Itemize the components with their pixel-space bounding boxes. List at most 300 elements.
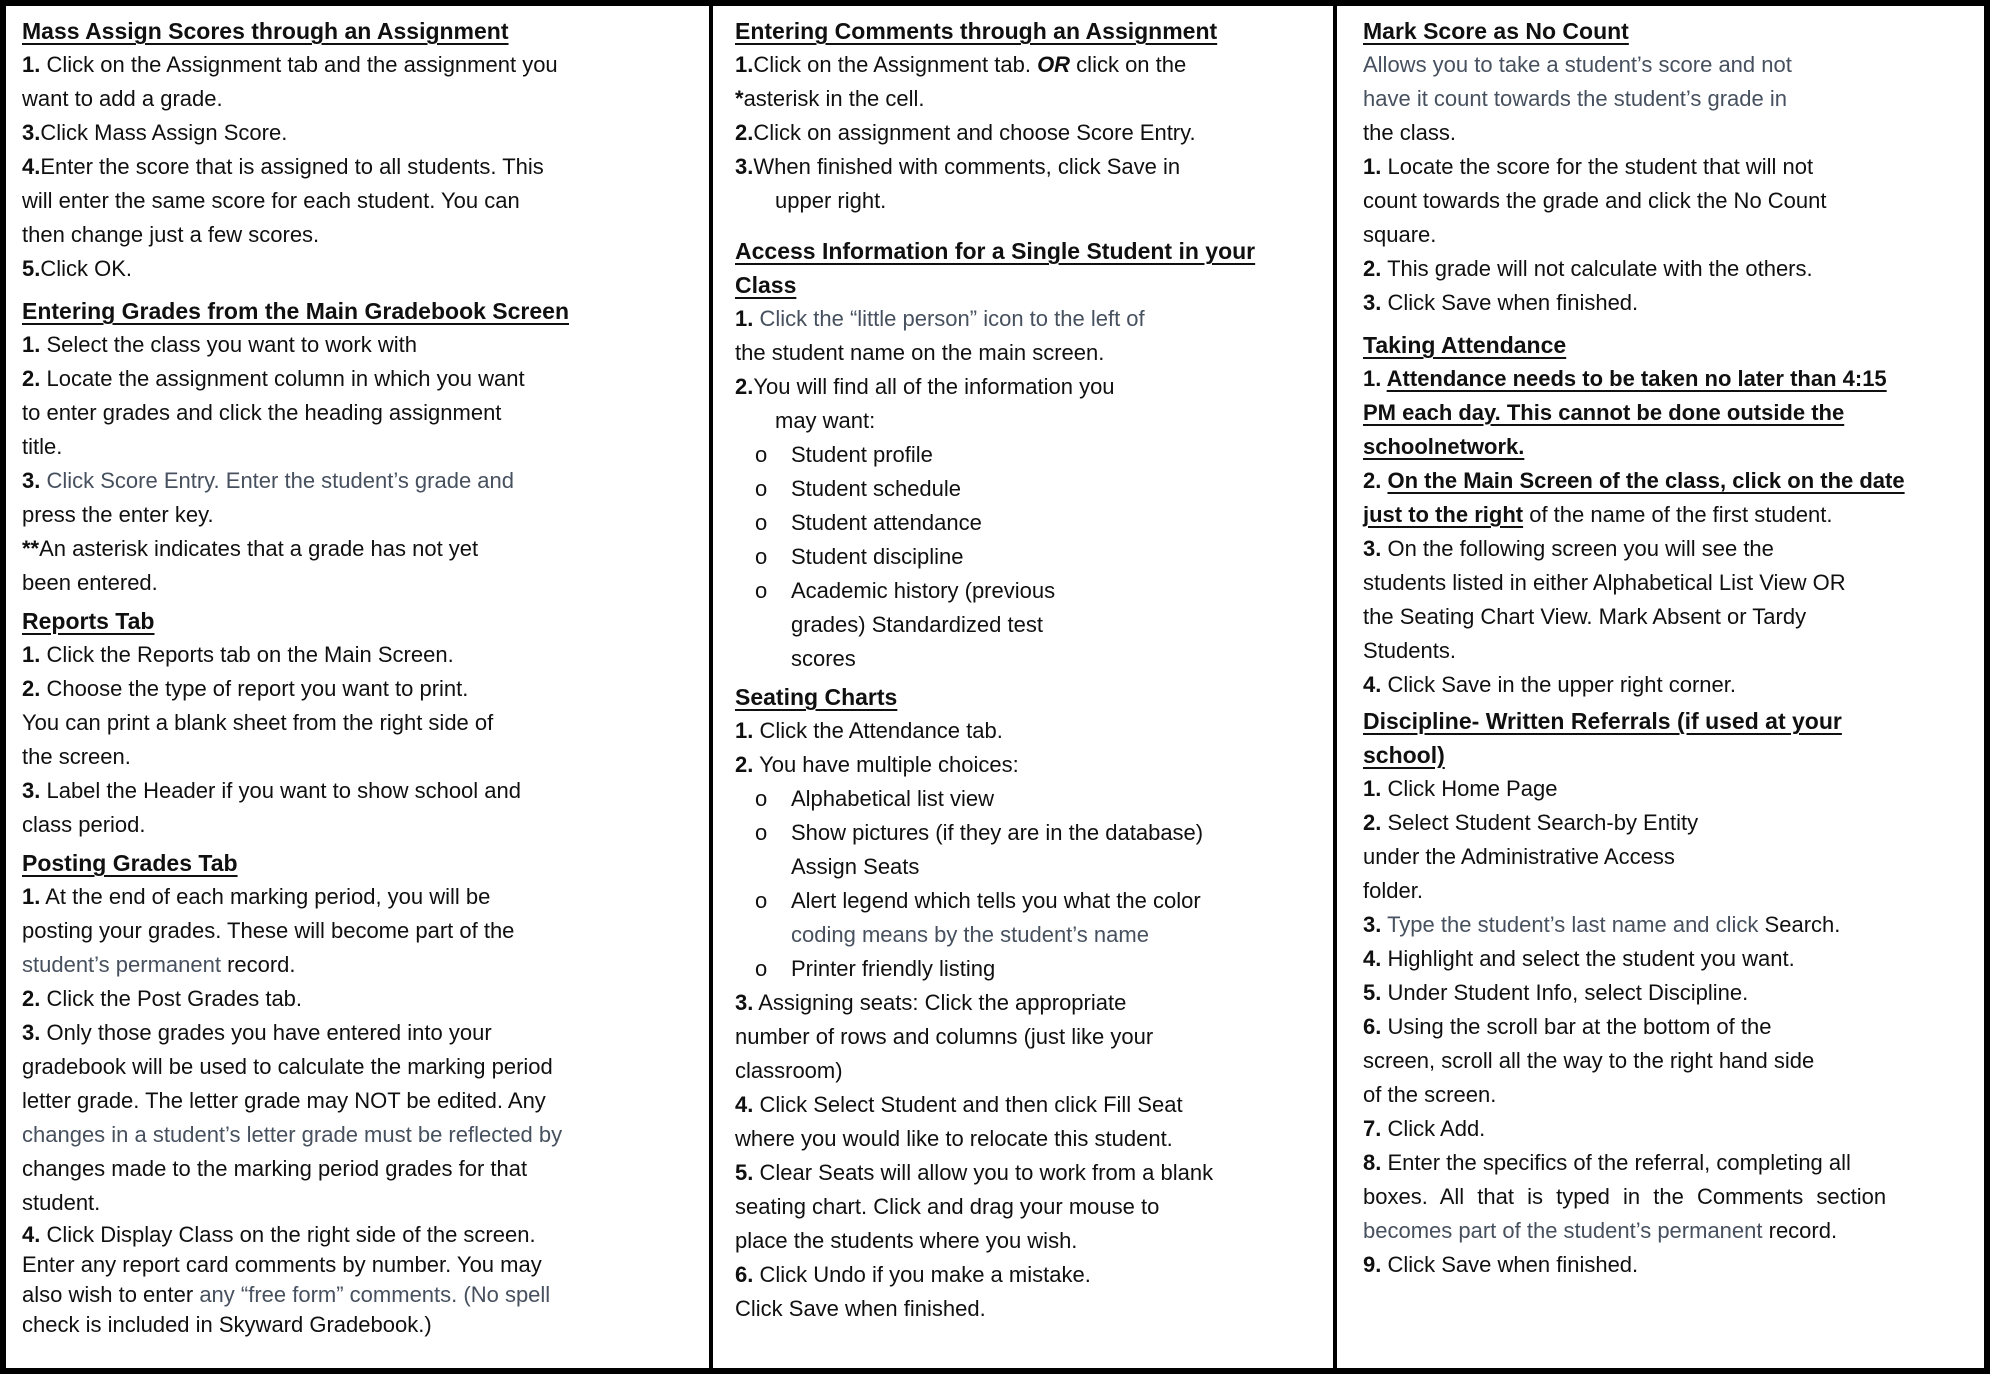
section-heading [1363,738,1974,772]
text-segment: will enter the same score for each student. You can [22,188,520,213]
step-line [22,948,699,982]
step-line [735,370,1323,404]
section-heading [22,294,699,328]
step-line [22,706,699,740]
step-line [22,116,699,150]
step-line [1363,116,1974,150]
text-segment: Label the Header if you want to show school and [40,778,521,803]
step-line [1363,874,1974,908]
text-segment: 1. [735,306,754,331]
section-heading [735,14,1323,48]
step-line [735,1292,1323,1326]
section-heading [1363,14,1974,48]
step-line [735,302,1323,336]
bullet-text [791,782,994,816]
text-segment: gradebook will be used to calculate the marking period [22,1054,553,1079]
step-line [735,150,1323,184]
text-segment: of the name of the first student. [1523,502,1833,527]
bullet-item [735,816,1323,850]
text-segment: may want: [775,408,876,433]
text-segment: 1. [735,52,754,77]
text-segment: press the enter key. [22,502,214,527]
step-line [22,1016,699,1050]
step-line [735,1088,1323,1122]
step-line [22,1118,699,1152]
text-segment: Clear Seats will allow you to work from a blank [753,1160,1214,1185]
step-line [735,1122,1323,1156]
step-line [1363,976,1974,1010]
step-line [22,218,699,252]
text-segment: upper right. [775,188,887,213]
text-segment: also wish to enter [22,1282,200,1307]
text-segment: square. [1363,222,1437,247]
text-segment: 2. [1363,256,1382,281]
text-segment: just to the right [1363,502,1524,527]
text-segment: 1. [1363,154,1382,179]
step-line [1363,840,1974,874]
text-segment: Attendance needs to be taken no later than 4:15 [1386,366,1887,391]
text-segment: 7. [1363,1116,1382,1141]
text-segment: Click the “little person” icon to the left of [753,306,1145,331]
text-segment: Click on the Assignment tab and the assignment you [40,52,558,77]
text-segment: 9. [1363,1252,1382,1277]
text-segment: Click Save when finished. [1381,290,1639,315]
section [1363,328,1974,702]
text-segment: Click on the Assignment tab. [753,52,1038,77]
step-line [1363,286,1974,320]
bullet-item [735,506,1323,540]
bullet-item [735,782,1323,816]
text-segment: click on the [1070,52,1187,77]
text-segment: Class [735,272,797,298]
bullet-text [791,540,963,574]
text-segment: Click Save in the upper right corner. [1381,672,1736,697]
step-line [1363,1146,1974,1180]
text-segment: Mark Score as No Count [1363,18,1629,44]
step-line [22,252,699,286]
text-segment: 3. [1363,290,1382,315]
step-line [22,82,699,116]
text-segment: 2. [1363,810,1382,835]
text-segment: Only those grades you have entered into your [40,1020,492,1045]
step-line [22,498,699,532]
text-segment: changes in a student’s letter grade must be reflected by [22,1122,563,1147]
bullet-text [791,952,995,986]
text-segment: 3. [22,468,41,493]
text-segment: coding means by the student’s name [791,922,1149,947]
step-line [22,880,699,914]
text-segment: You have multiple choices: [753,752,1019,777]
text-segment: record. [227,952,296,977]
text-segment: 2. [735,120,754,145]
text-segment: Printer friendly listing [791,956,996,981]
text-segment: the student name on the main screen. [735,340,1105,365]
text-segment: 5. [735,1160,754,1185]
text-segment: Enter any report card comments by number. You may [22,1252,542,1277]
text-segment: 4. [1363,946,1382,971]
text-segment: the class. [1363,120,1456,145]
section-heading [1363,704,1974,738]
bullet-text [791,816,1203,850]
step-line [22,808,699,842]
section [1363,14,1974,320]
text-segment: Alert legend which tells you what the color [791,888,1201,913]
step-line [22,396,699,430]
text-segment: Click the Post Grades tab. [40,986,303,1011]
bullet-marker: o [755,956,768,981]
text-segment: Click Display Class on the right side of the screen. [40,1222,536,1247]
text-segment: Enter the score that is assigned to all students. This [40,154,544,179]
text-segment: Assigning seats: Click the appropriate [753,990,1127,1015]
text-segment: the Seating Chart View. Mark Absent or Tardy [1363,604,1807,629]
text-segment: This grade will not calculate with the others. [1381,256,1813,281]
text-segment: Taking Attendance [1363,332,1567,358]
text-segment: under the Administrative Access [1363,844,1675,869]
step-line [1363,634,1974,668]
step-line [1363,1010,1974,1044]
text-segment: Student attendance [791,510,982,535]
section-heading [1363,328,1974,362]
text-segment: Under Student Info, select Discipline. [1381,980,1749,1005]
text-segment: You can print a blank sheet from the right side of [22,710,494,735]
text-segment: folder. [1363,878,1423,903]
text-segment: Choose the type of report you want to print. [40,676,469,701]
step-line [1363,184,1974,218]
step-line [22,150,699,184]
text-segment: check is included in Skyward Gradebook.) [22,1312,432,1337]
section [1363,704,1974,1282]
step-line [735,986,1323,1020]
text-segment: Select the class you want to work with [40,332,417,357]
text-segment: school) [1363,742,1445,768]
text-segment: letter grade. The letter grade may NOT be edited. Any [22,1088,546,1113]
text-segment: Click Save when finished. [1381,1252,1639,1277]
text-segment: 1. [1363,776,1382,801]
step-line [1363,430,1974,464]
step-line [22,982,699,1016]
bullet-item [735,918,1323,952]
text-segment: Click Select Student and then click Fill Seat [753,1092,1183,1117]
step-line [22,1084,699,1118]
step-line [22,740,699,774]
text-segment: the screen. [22,744,131,769]
text-segment: Allows you to take a student’s score and not [1363,52,1792,77]
text-segment: to enter grades and click the heading assignment [22,400,502,425]
text-segment: An asterisk indicates that a grade has not yet [39,536,479,561]
bullet-text [791,438,933,472]
text-segment: 3. [22,1020,41,1045]
text-segment: scores [791,646,856,671]
text-segment: On the following screen you will see the [1381,536,1774,561]
step-line [1363,806,1974,840]
section-heading [735,234,1323,268]
text-segment: Students. [1363,638,1456,663]
section [22,14,699,286]
text-segment: 1. [735,718,754,743]
step-line [22,1310,699,1340]
text-segment: title. [22,434,63,459]
text-segment: Click OK. [40,256,133,281]
text-segment: 2. [22,676,41,701]
text-segment: 4. [22,1222,41,1247]
step-line [1363,908,1974,942]
section [22,846,699,1340]
step-line [1363,218,1974,252]
text-segment: 2. [22,986,41,1011]
column-2 [713,6,1337,1368]
bullet-item [735,850,1323,884]
step-line [22,914,699,948]
step-line [735,404,1323,438]
step-line [735,748,1323,782]
text-segment: Discipline- Written Referrals (if used at your [1363,708,1842,734]
text-segment: 3. [735,990,754,1015]
text-segment: becomes part of the student’s permanent [1363,1218,1769,1243]
bullet-marker: o [755,476,768,501]
step-line [22,1250,699,1280]
section-heading [22,846,699,880]
text-segment: want to add a grade. [22,86,223,111]
text-segment: number of rows and columns (just like your [735,1024,1154,1049]
bullet-item [735,608,1323,642]
text-segment: 3. [22,778,41,803]
step-line [1363,532,1974,566]
text-segment: 1. [22,642,41,667]
text-segment: 3. [22,120,41,145]
step-line [735,184,1323,218]
column-3 [1337,6,1984,1368]
text-segment: asterisk in the cell. [743,86,925,111]
text-segment: Click Save when finished. [735,1296,986,1321]
step-line [22,1280,699,1310]
step-line [735,1258,1323,1292]
text-segment: Enter the specifics of the referral, completing all [1381,1150,1851,1175]
step-line [1363,1248,1974,1282]
text-segment: Mass Assign Scores through an Assignment [22,18,509,44]
step-line [22,464,699,498]
step-line [22,362,699,396]
bullet-text [791,506,982,540]
section [22,294,699,600]
step-line [22,184,699,218]
text-segment: 2. [735,752,754,777]
text-segment: 6. [1363,1014,1382,1039]
text-segment: 1. [22,884,41,909]
section-heading [22,14,699,48]
text-segment: Click Mass Assign Score. [40,120,288,145]
section [735,680,1323,1326]
text-segment: class period. [22,812,146,837]
text-segment: At the end of each marking period, you will be [40,884,491,909]
step-line [1363,82,1974,116]
bullet-marker: o [755,820,768,845]
text-segment: Entering Comments through an Assignment [735,18,1218,44]
text-segment: Reports Tab [22,608,155,634]
step-line [22,566,699,600]
bullet-item [735,574,1323,608]
text-segment: Click on assignment and choose Score Entry. [753,120,1196,145]
text-segment: On the Main Screen of the class, click on the date [1387,468,1905,493]
bullet-item [735,642,1323,676]
text-segment: Access Information for a Single Student in your [735,238,1256,264]
text-segment: student’s permanent [22,952,228,977]
step-line [22,1220,699,1250]
text-segment: student. [22,1190,101,1215]
text-segment: have it count towards the student’s grade in [1363,86,1787,111]
text-segment: Show pictures (if they are in the database) [791,820,1204,845]
bullet-text [791,472,961,506]
text-segment: 2. [22,366,41,391]
text-segment: Type the student’s last name and click [1381,912,1765,937]
bullet-item [735,472,1323,506]
text-segment: schoolnetwork. [1363,434,1525,459]
step-line [735,1224,1323,1258]
text-segment: Click Add. [1381,1116,1486,1141]
step-line [735,336,1323,370]
text-segment: 3. [1363,912,1382,937]
step-line [735,1054,1323,1088]
text-segment: Click the Reports tab on the Main Screen. [40,642,454,667]
bullet-marker: o [755,544,768,569]
text-segment: students listed in either Alphabetical List View OR [1363,570,1846,595]
step-line [1363,498,1974,532]
text-segment: Student schedule [791,476,962,501]
bullet-marker: o [755,442,768,467]
bullet-marker: o [755,888,768,913]
text-segment: Using the scroll bar at the bottom of the [1381,1014,1772,1039]
text-segment: Click Home Page [1381,776,1558,801]
text-segment: 8. [1363,1150,1382,1175]
bullet-item [735,540,1323,574]
step-line [735,1020,1323,1054]
text-segment: Click Score Entry. Enter the student’s grade and [40,468,515,493]
text-segment: seating chart. Click and drag your mouse to [735,1194,1160,1219]
text-segment: ** [22,536,40,561]
column-1 [6,6,713,1368]
text-segment: record. [1768,1218,1838,1243]
step-line [22,328,699,362]
text-segment: place the students where you wish. [735,1228,1078,1253]
step-line [735,48,1323,82]
section [22,604,699,842]
text-segment: 4. [735,1092,754,1117]
text-segment: 2. [1363,468,1388,493]
text-segment: Highlight and select the student you want. [1381,946,1795,971]
bullet-item [735,438,1323,472]
text-segment: Alphabetical list view [791,786,994,811]
step-line [1363,942,1974,976]
text-segment: screen, scroll all the way to the right hand side [1363,1048,1815,1073]
text-segment: 4. [1363,672,1382,697]
step-line [1363,396,1974,430]
text-segment: 1. [22,332,41,357]
text-segment: PM each day. This cannot be done outside the [1363,400,1845,425]
section [735,234,1323,676]
bullet-marker: o [755,510,768,535]
bullet-marker: o [755,578,768,603]
section-heading [735,268,1323,302]
step-line [1363,150,1974,184]
step-line [1363,1078,1974,1112]
section-heading [22,604,699,638]
text-segment: Posting Grades Tab [22,850,238,876]
text-segment: where you would like to relocate this student. [735,1126,1173,1151]
text-segment: 5. [1363,980,1382,1005]
bullet-text [791,574,1055,608]
bullet-item [735,884,1323,918]
text-segment: Seating Charts [735,684,898,710]
step-line [1363,48,1974,82]
step-line [1363,566,1974,600]
bullet-marker: o [755,786,768,811]
text-segment: Locate the score for the student that will not [1381,154,1814,179]
text-segment: posting your grades. These will become part of the [22,918,515,943]
step-line [735,116,1323,150]
text-segment: count towards the grade and click the No Count [1363,188,1827,213]
text-segment: 3. [735,154,754,179]
text-segment: 6. [735,1262,754,1287]
section-heading [735,680,1323,714]
text-segment: 1. [22,52,41,77]
step-line [22,1186,699,1220]
text-segment: boxes. All that is typed in the Comments section [1363,1184,1887,1209]
step-line [22,638,699,672]
text-segment: Click Undo if you make a mistake. [753,1262,1091,1287]
text-segment: 4. [22,154,41,179]
text-segment: been entered. [22,570,158,595]
step-line [1363,1214,1974,1248]
text-segment: 1. [1363,366,1387,391]
text-segment: changes made to the marking period grades for that [22,1156,528,1181]
step-line [735,1156,1323,1190]
text-segment: Select Student Search-by Entity [1381,810,1699,835]
step-line [1363,1112,1974,1146]
step-line [1363,1180,1974,1214]
text-segment: then change just a few scores. [22,222,320,247]
step-line [22,532,699,566]
step-line [1363,464,1974,498]
bullet-text [791,884,1201,918]
step-line [22,774,699,808]
text-segment: Search. [1764,912,1841,937]
text-segment: When finished with comments, click Save in [753,154,1181,179]
text-segment: OR [1037,52,1071,77]
text-segment: You will find all of the information you [753,374,1115,399]
step-line [22,48,699,82]
text-segment: Student discipline [791,544,964,569]
step-line [735,714,1323,748]
step-line [1363,600,1974,634]
text-segment: 3. [1363,536,1382,561]
text-segment: Academic history (previous [791,578,1056,603]
section [735,14,1323,218]
step-line [22,430,699,464]
text-segment: Locate the assignment column in which you want [40,366,525,391]
text-segment: 2. [735,374,754,399]
step-line [22,1152,699,1186]
text-segment: of the screen. [1363,1082,1497,1107]
step-line [1363,1044,1974,1078]
text-segment: Entering Grades from the Main Gradebook Screen [22,298,570,324]
step-line [1363,772,1974,806]
text-segment: * [735,86,744,111]
bullet-item [735,952,1323,986]
text-segment: Assign Seats [791,854,920,879]
text-segment: any “free form” comments. (No spell [199,1282,551,1307]
step-line [1363,668,1974,702]
step-line [1363,362,1974,396]
text-segment: Click the Attendance tab. [753,718,1003,743]
